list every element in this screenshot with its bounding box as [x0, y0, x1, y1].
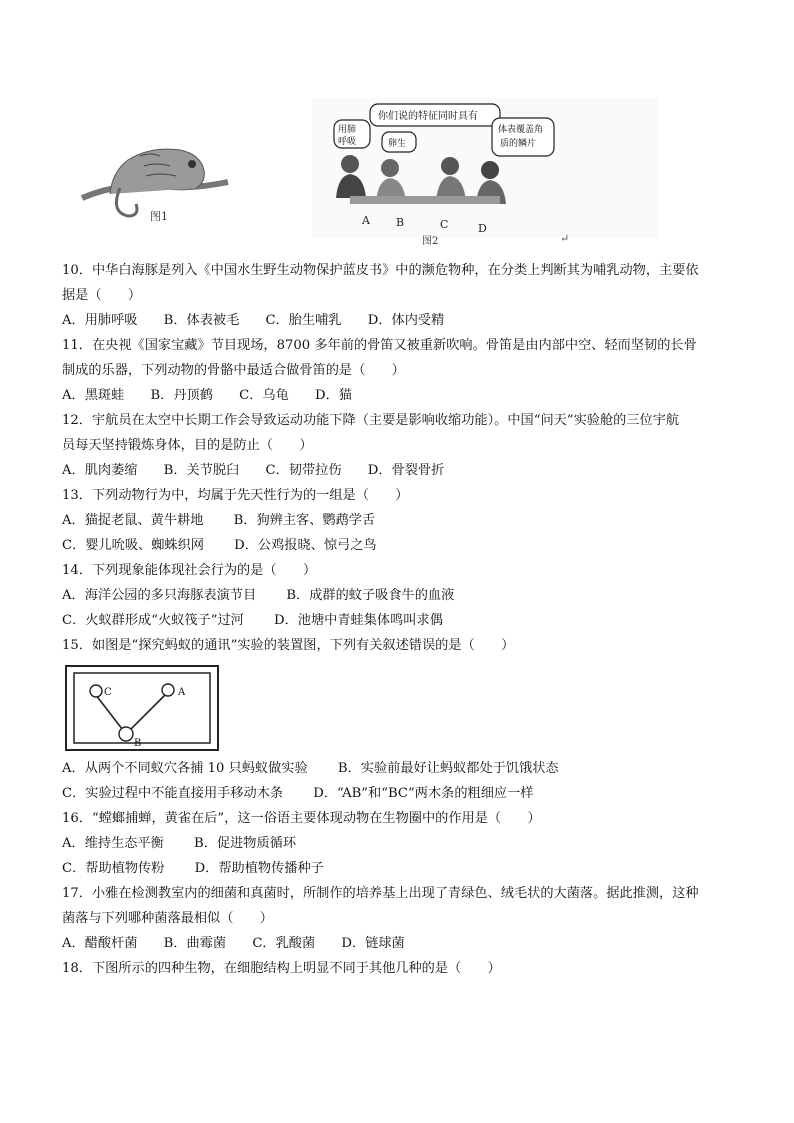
node-label-a: A: [178, 687, 186, 698]
fig2-caption: 图2: [422, 236, 439, 246]
speech-a: 用肺: [338, 125, 357, 135]
option-a[interactable]: A．维持生态平衡: [62, 836, 164, 851]
option-c[interactable]: C．实验过程中不能直接用手移动木条: [62, 786, 284, 801]
option-d[interactable]: D．池塘中青蛙集体鸣叫求偶: [274, 613, 443, 628]
question-16-options-row-1: [62, 831, 738, 856]
option-a[interactable]: A．海洋公园的多只海豚表演节目: [62, 588, 257, 603]
question-11-line-2: 制成的乐器，下列动物的骨骼中最适合做骨笛的是（ ）: [62, 363, 405, 378]
question-list: [62, 258, 738, 981]
option-b[interactable]: B．促进物质循环: [194, 836, 297, 851]
option-b[interactable]: B．体表被毛: [163, 313, 240, 328]
question-15-line-1: 15．如图是“探究蚂蚁的通讯”实验的装置图，下列有关叙述错误的是（ ）: [62, 638, 515, 653]
option-b[interactable]: B．成群的蚊子吸食牛的血液: [286, 588, 455, 603]
option-b[interactable]: B．丹顶鹤: [150, 388, 213, 403]
option-b[interactable]: B．实验前最好让蚂蚁都处于饥饿状态: [337, 761, 559, 776]
question-14-line-1: 14．下列现象能体现社会行为的是（ ）: [62, 563, 317, 578]
option-b[interactable]: B．关节脱臼: [163, 463, 240, 478]
node-label-c: C: [104, 687, 112, 698]
option-c[interactable]: C．胎生哺乳: [265, 313, 342, 328]
option-d[interactable]: D．“AB”和“BC”两木条的粗细应一样: [313, 786, 534, 801]
label-d: D: [478, 222, 487, 235]
option-a[interactable]: A．醋酸杆菌: [62, 936, 138, 951]
question-18-line-1: 18．下图所示的四种生物，在细胞结构上明显不同于其他几种的是（ ）: [62, 961, 501, 976]
question-13-options-row-1: [62, 508, 738, 533]
label-a: A: [362, 214, 370, 227]
students-discussion-figure: [310, 98, 660, 246]
option-a[interactable]: A．肌肉萎缩: [62, 463, 138, 478]
svg-text:呼吸: 呼吸: [338, 137, 357, 147]
label-c: C: [440, 218, 449, 231]
option-a[interactable]: A．用肺呼吸: [62, 313, 138, 328]
question-17-line-2: 菌落与下列哪种菌落最相似（ ）: [62, 911, 273, 926]
question-15-options-row-1: [62, 756, 738, 781]
question-17-options: [62, 931, 738, 956]
option-d[interactable]: D．体内受精: [367, 313, 445, 328]
question-11-line-1: 11．在央视《国家宝藏》节目现场，8700 多年前的骨笛又被重新吹响。骨笛是由内部中空、轻而坚韧的长骨: [62, 338, 697, 353]
node-label-b: B: [134, 738, 142, 749]
option-c[interactable]: C．婴儿吮吸、蜘蛛织网: [62, 538, 204, 553]
speech-d: 体表覆盖角: [498, 125, 544, 135]
speech-b: 卵生: [388, 139, 407, 149]
option-c[interactable]: C．火蚁群形成“火蚁筏子”过河: [62, 613, 244, 628]
question-17-line-1: 17．小雅在检测教室内的细菌和真菌时，所制作的培养基上出现了青绿色、绒毛状的大菌落。据此推测，这种: [62, 886, 699, 901]
option-a[interactable]: A．猫捉老鼠、黄牛耕地: [62, 513, 204, 528]
question-13-options-row-2: [62, 533, 738, 558]
option-c[interactable]: C．乌龟: [239, 388, 289, 403]
question-14-options-row-2: [62, 608, 738, 633]
option-d[interactable]: D．帮助植物传播种子: [194, 861, 324, 876]
option-b[interactable]: B．曲霉菌: [163, 936, 227, 951]
return-mark: ↵: [560, 232, 570, 245]
figure-row: [60, 98, 740, 248]
ant-experiment-figure: [64, 664, 220, 752]
question-10-line-2: 据是（ ）: [62, 288, 142, 303]
option-c[interactable]: C．乳酸菌: [252, 936, 316, 951]
question-16-options-row-2: [62, 856, 738, 881]
fig1-caption: 图1: [150, 210, 168, 223]
option-d[interactable]: D．公鸡报晓、惊弓之鸟: [234, 538, 377, 553]
question-11-options: [62, 383, 738, 408]
option-c[interactable]: C．帮助植物传粉: [62, 861, 165, 876]
speech-top: 你们说的特征同时具有: [378, 111, 478, 122]
option-d[interactable]: D．猫: [315, 388, 352, 403]
question-12-line-1: 12．宇航员在太空中长期工作会导致运动功能下降（主要是影响收缩功能）。中国“问天”实验舱的三位宇航: [62, 413, 680, 428]
question-14-options-row-1: [62, 583, 738, 608]
chameleon-figure: [80, 112, 230, 224]
option-b[interactable]: B．狗辨主客、鹦鹉学舌: [233, 513, 376, 528]
option-d[interactable]: D．链球菌: [341, 936, 405, 951]
svg-text:质的鳞片: 质的鳞片: [500, 139, 537, 149]
question-15-options-row-2: [62, 781, 738, 806]
option-d[interactable]: D．骨裂骨折: [367, 463, 445, 478]
question-10-options: [62, 308, 738, 333]
question-16-line-1: 16．“螳螂捕蝉，黄雀在后”，这一俗语主要体现动物在生物圈中的作用是（ ）: [62, 811, 541, 826]
question-10-line-1: 10．中华白海豚是列入《中国水生野生动物保护蓝皮书》中的濒危物种，在分类上判断其为哺乳动物，主要依: [62, 263, 699, 278]
label-b: B: [396, 216, 405, 229]
option-a[interactable]: A．黑斑蛙: [62, 388, 125, 403]
option-a[interactable]: A．从两个不同蚁穴各捕 10 只蚂蚁做实验: [62, 761, 308, 776]
option-c[interactable]: C．韧带拉伤: [265, 463, 342, 478]
question-12-line-2: 员每天坚持锻炼身体，目的是防止（ ）: [62, 438, 313, 453]
question-12-options: [62, 458, 738, 483]
question-13-line-1: 13．下列动物行为中，均属于先天性行为的一组是（ ）: [62, 488, 409, 503]
